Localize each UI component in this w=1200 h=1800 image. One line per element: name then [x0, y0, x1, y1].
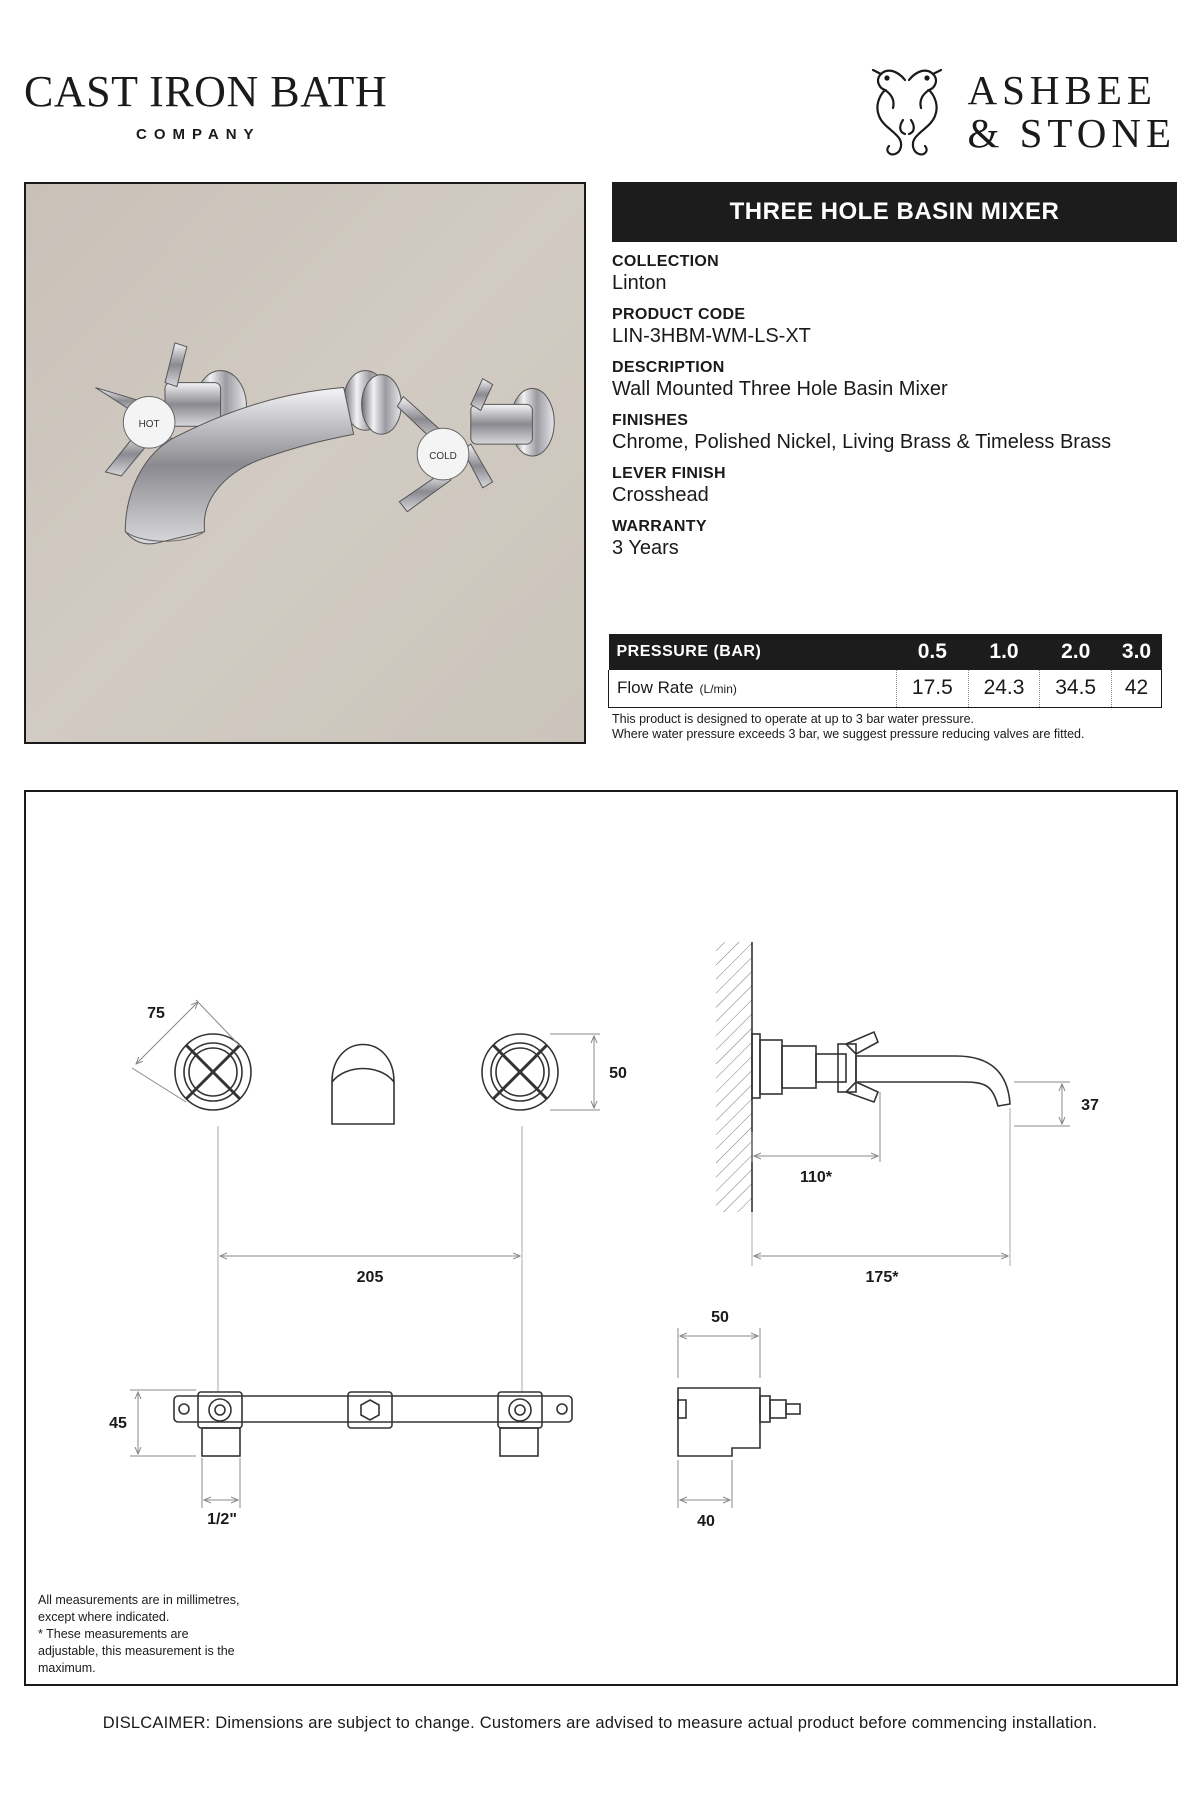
hot-label: HOT — [138, 419, 160, 431]
field-value: LIN-3HBM-WM-LS-XT — [612, 325, 811, 347]
pressure-value: 2.0 — [1040, 634, 1112, 670]
dimension-175 — [752, 1108, 1010, 1286]
spec-panel — [612, 182, 1177, 560]
dim-spout-drop: 37 — [1081, 1097, 1099, 1114]
cold-label: COLD — [429, 451, 457, 463]
flow-rate-row — [609, 670, 1162, 707]
dimension-110 — [752, 1092, 880, 1186]
dim-body-base: 40 — [697, 1513, 715, 1530]
dimension-37 — [1014, 1082, 1099, 1126]
side-view-tap — [752, 1032, 1010, 1106]
side-view-wall — [716, 942, 752, 1212]
dimension-45 — [109, 1390, 196, 1456]
front-view-right-handle — [482, 1034, 558, 1110]
field-label: COLLECTION — [612, 253, 719, 270]
flow-rate-value: 34.5 — [1040, 670, 1112, 707]
field-label: LEVER FINISH — [612, 465, 726, 482]
flow-rate-value: 17.5 — [897, 670, 969, 707]
pressure-note-line: Where water pressure exceeds 3 bar, we suggest pressure reducing valves are fitted. — [612, 727, 1085, 741]
flow-rate-value: 42 — [1112, 670, 1162, 707]
brand-ashbee-stone — [859, 60, 1176, 164]
brand-sub: COMPANY — [136, 126, 261, 143]
flow-rate-value: 24.3 — [968, 670, 1040, 707]
field-label: WARRANTY — [612, 518, 707, 535]
dim-body-height: 45 — [109, 1415, 127, 1432]
pressure-note — [612, 712, 1172, 742]
note-line: adjustable, this measurement is the — [38, 1644, 235, 1658]
dimension-50-height — [550, 1034, 627, 1110]
pressure-header-row — [609, 634, 1162, 670]
dimension-205 — [218, 1126, 522, 1392]
field-value: Chrome, Polished Nickel, Living Brass & Timeless Brass — [612, 431, 1112, 453]
field-label: FINISHES — [612, 412, 689, 429]
pressure-value: 3.0 — [1112, 634, 1162, 670]
field-value: 3 Years — [612, 537, 679, 559]
note-line: All measurements are in millimetres, — [38, 1593, 240, 1607]
front-view-spout — [332, 1045, 394, 1125]
body-side-view — [678, 1388, 800, 1456]
disclaimer: DISLCAIMER: Dimensions are subject to change. Customers are advised to measure actual product before commencing installation. — [102, 1714, 1098, 1732]
dim-body-depth: 50 — [711, 1309, 729, 1326]
brand-line-2: & STONE — [967, 110, 1176, 156]
pressure-note-line: This product is designed to operate at up to 3 bar water pressure. — [612, 712, 975, 726]
field-value: Wall Mounted Three Hole Basin Mixer — [612, 378, 948, 400]
field-label: DESCRIPTION — [612, 359, 725, 376]
brand-cast-iron-bath — [24, 67, 404, 143]
dimension-half-inch — [202, 1458, 240, 1528]
field-finishes — [612, 411, 1177, 454]
field-collection — [612, 252, 1177, 295]
field-value: Linton — [612, 272, 667, 294]
note-line: maximum. — [38, 1661, 96, 1675]
note-line: except where indicated. — [38, 1610, 170, 1624]
brand-line-1: ASHBEE — [967, 66, 1157, 113]
flow-rate-label — [609, 670, 897, 707]
pressure-table — [608, 634, 1162, 708]
dim-handle-height: 50 — [609, 1065, 627, 1082]
dimension-40 — [678, 1460, 732, 1530]
flow-rate-text: Flow Rate — [617, 678, 694, 698]
flow-rate-unit: (L/min) — [699, 682, 737, 697]
dim-handle-diameter: 75 — [147, 1005, 165, 1022]
field-value: Crosshead — [612, 484, 709, 506]
body-front-view — [174, 1392, 572, 1456]
note-line: * These measurements are — [38, 1627, 189, 1641]
pressure-header-label: PRESSURE (BAR) — [609, 634, 897, 670]
field-lever-finish — [612, 464, 1177, 507]
dimension-50-depth — [678, 1309, 760, 1378]
dim-spout-reach: 175* — [865, 1269, 899, 1286]
field-product-code — [612, 305, 1177, 348]
measurement-notes — [38, 1592, 298, 1677]
field-warranty — [612, 517, 1177, 560]
field-description — [612, 358, 1177, 401]
dim-inlet: 1/2" — [207, 1511, 237, 1528]
product-photo — [24, 182, 586, 744]
pressure-value: 0.5 — [897, 634, 969, 670]
technical-drawing — [24, 790, 1178, 1686]
brand-name: CAST IRON BATH — [24, 67, 388, 116]
pressure-value: 1.0 — [968, 634, 1040, 670]
field-label: PRODUCT CODE — [612, 306, 746, 323]
product-title: THREE HOLE BASIN MIXER — [612, 182, 1177, 242]
dim-centres: 205 — [356, 1269, 384, 1286]
seahorse-logo-icon — [859, 60, 955, 164]
dim-projection: 110* — [799, 1169, 833, 1186]
